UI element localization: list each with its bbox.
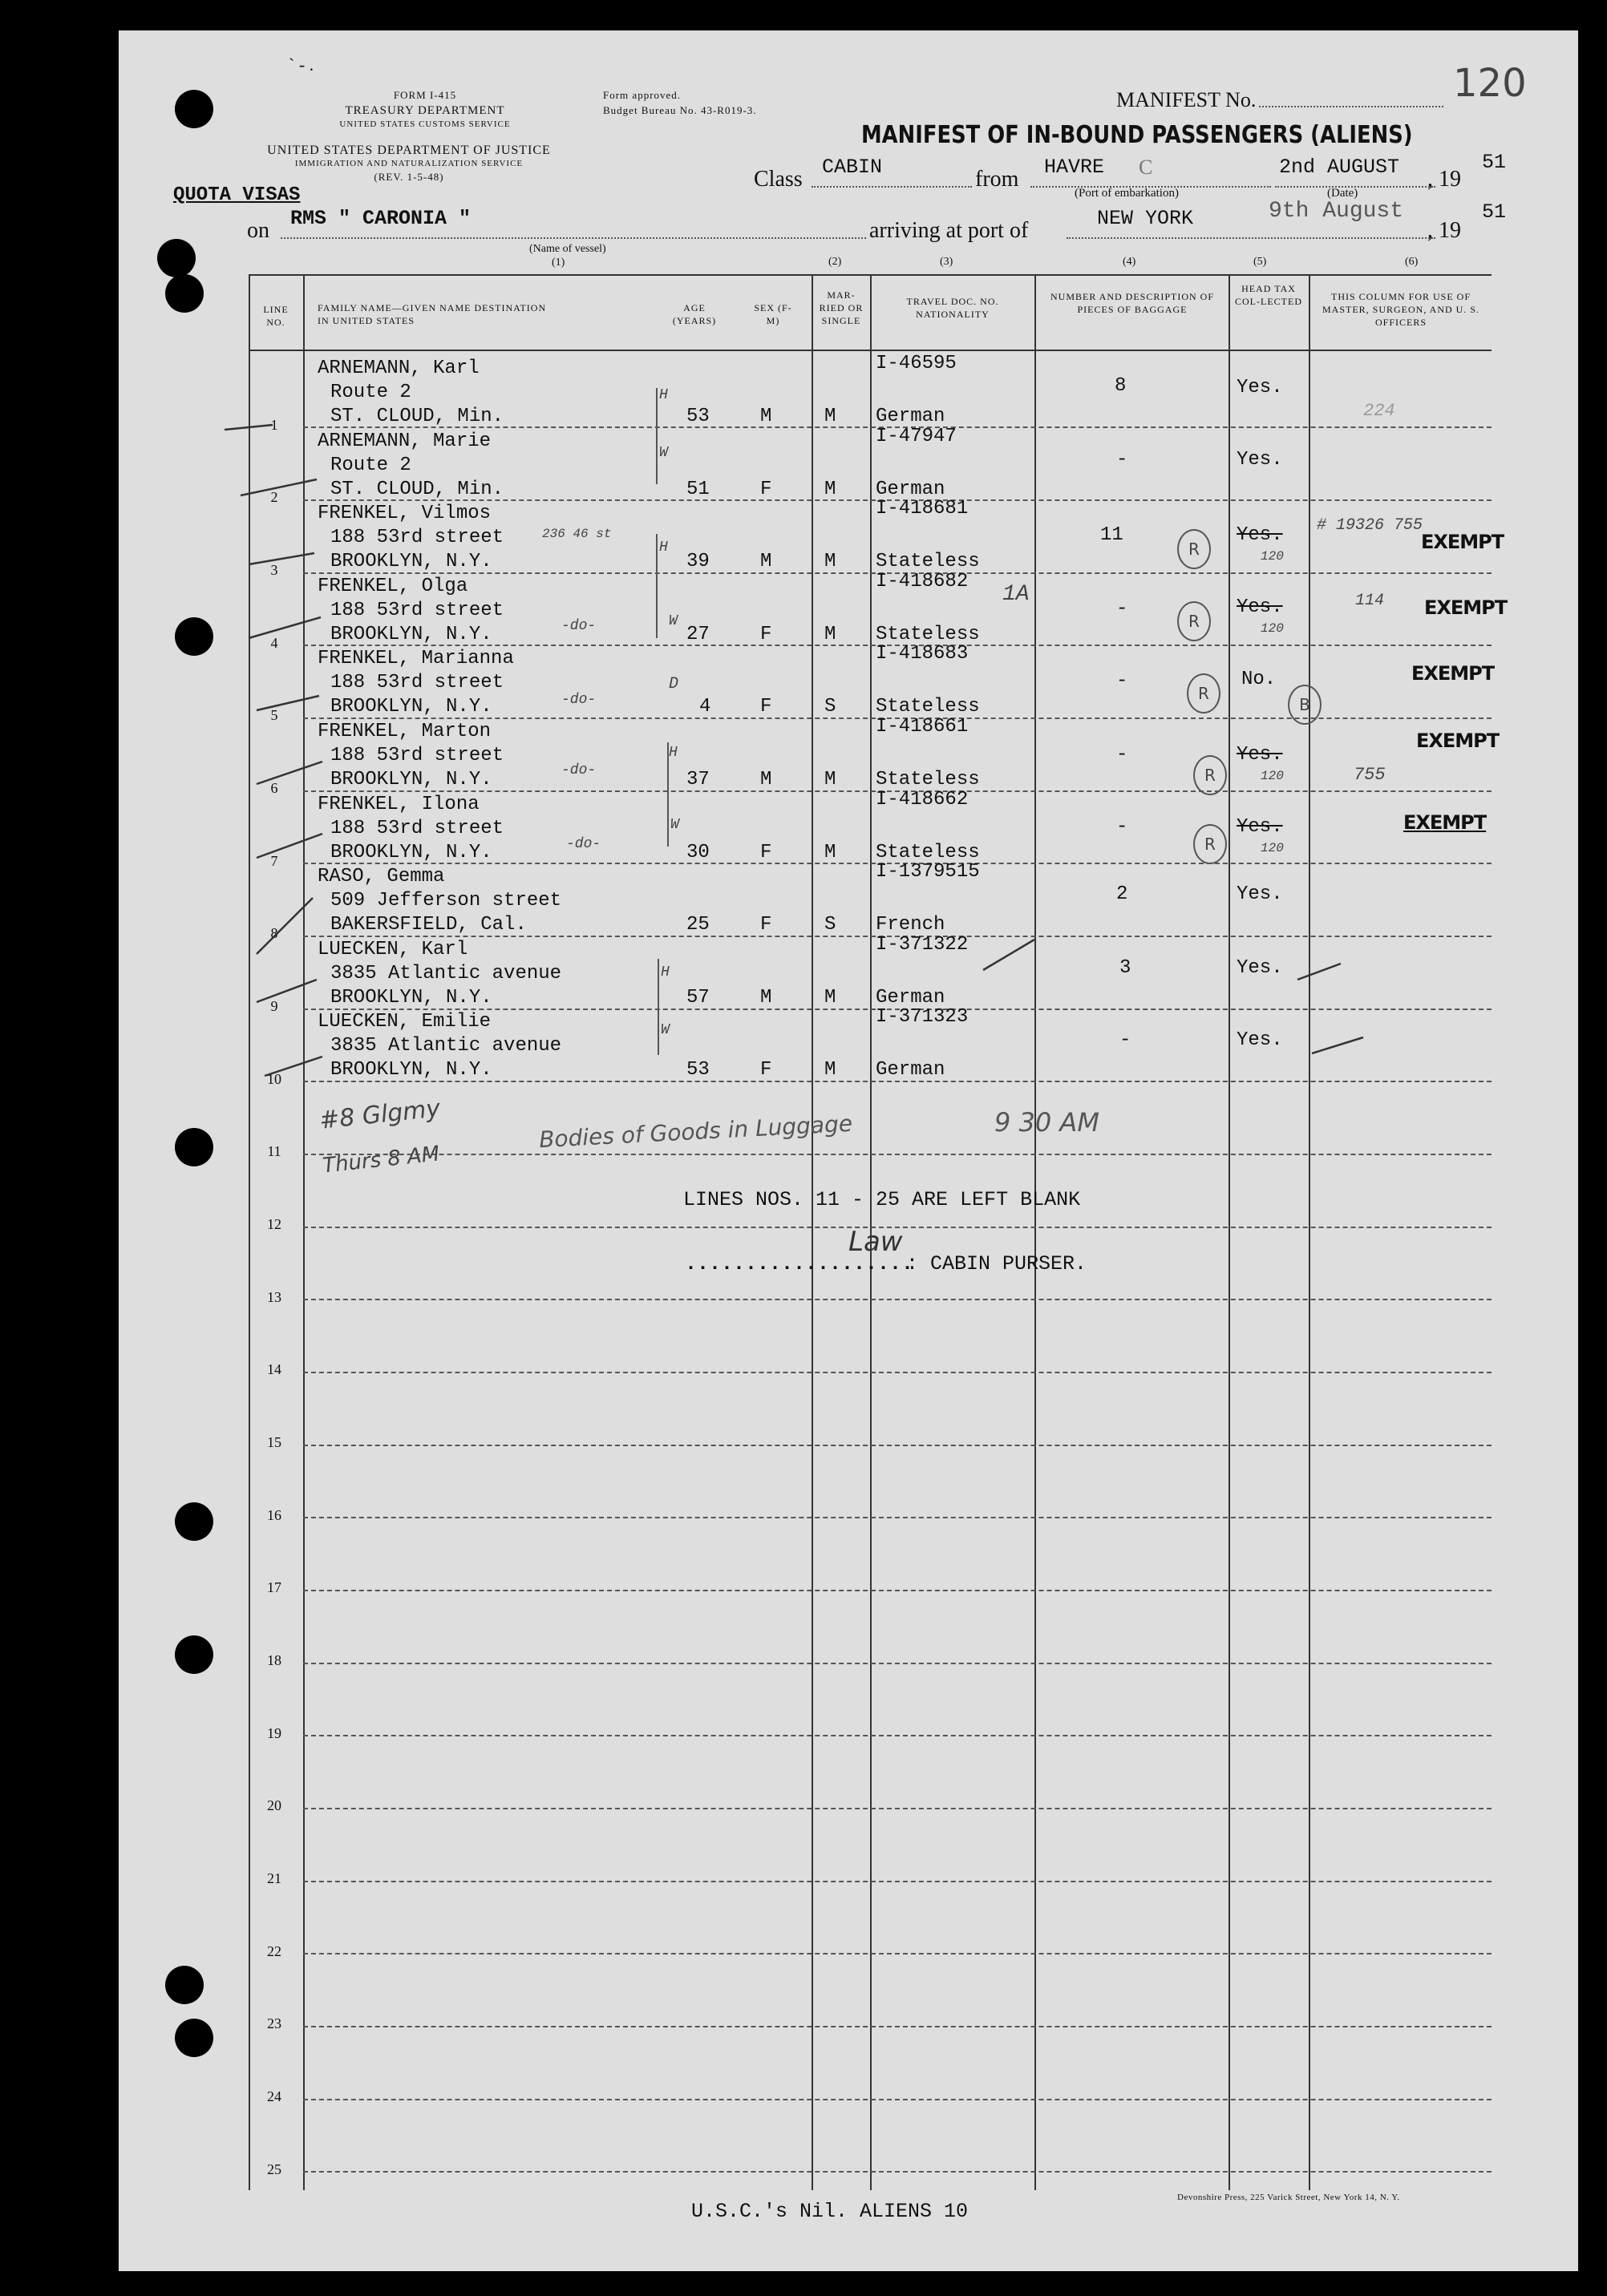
line-number: 17 — [267, 1579, 281, 1595]
passenger-city: BROOKLYN, N.Y. — [330, 1059, 492, 1081]
passenger-baggage: 3 — [1119, 957, 1131, 979]
hw-bracket-line — [658, 959, 659, 1055]
vessel-name: RMS " CARONIA " — [290, 207, 472, 230]
passenger-sex: F — [760, 696, 772, 718]
scan-specks: ` - . — [289, 55, 314, 75]
passenger-city: ST. CLOUD, Min. — [330, 479, 504, 500]
hw-bracket: W — [669, 613, 678, 629]
passenger-address: 188 53rd street — [330, 818, 504, 839]
from-mark: C — [1139, 156, 1153, 179]
line-number: 2 — [270, 489, 278, 505]
passenger-doc: I-418683 — [876, 643, 969, 665]
col-number: (5) — [1253, 256, 1267, 268]
passenger-nationality: French — [876, 914, 945, 936]
arrival-port-field[interactable] — [1067, 237, 1435, 239]
passenger-doc: I-418681 — [876, 498, 969, 519]
line-number: 21 — [267, 1870, 281, 1886]
row-rule — [303, 1590, 1492, 1591]
passenger-sex: F — [760, 914, 772, 936]
binder-hole — [175, 1128, 213, 1166]
line-number: 3 — [270, 562, 278, 578]
line-number: 22 — [267, 1943, 281, 1959]
vessel-caption: (Name of vessel) — [529, 243, 606, 255]
line-number: 24 — [267, 2088, 281, 2104]
passenger-age: 27 — [686, 624, 710, 645]
passenger-age: 25 — [686, 914, 710, 936]
header-travel-doc: TRAVEL DOC. NO. NATIONALITY — [906, 296, 999, 321]
passenger-name: FRENKEL, Marianna — [318, 648, 514, 669]
passenger-address: 3835 Atlantic avenue — [330, 1035, 562, 1057]
passenger-tax: Yes. — [1237, 816, 1283, 838]
hw-circled-r: R — [1177, 601, 1211, 641]
port-embarkation-caption: (Port of embarkation) — [1075, 187, 1179, 200]
passenger-nationality: German — [876, 479, 945, 500]
header-baggage: NUMBER AND DESCRIPTION OF PIECES OF BAGGAGE — [1050, 291, 1215, 316]
arriving-label: arriving at port of — [869, 218, 1029, 243]
purser-dots: ................... — [685, 1252, 914, 1275]
passenger-nationality: Stateless — [876, 696, 980, 718]
passenger-name: FRENKEL, Vilmos — [318, 503, 492, 524]
passenger-nationality: Stateless — [876, 624, 980, 645]
passenger-doc: I-46595 — [876, 353, 957, 374]
line-number: 6 — [270, 780, 278, 796]
hw-bracket-line — [656, 534, 658, 638]
hw-left-note: -do- — [561, 692, 597, 708]
binder-hole — [175, 1502, 213, 1541]
passenger-city: BROOKLYN, N.Y. — [330, 551, 492, 572]
officer-exempt: EXEMPT — [1411, 662, 1495, 685]
passenger-address: 188 53rd street — [330, 600, 504, 621]
from-value: HAVRE — [1044, 156, 1105, 179]
line-number: 10 — [267, 1071, 281, 1087]
line-number: 8 — [270, 925, 278, 941]
passenger-sex: M — [760, 406, 772, 427]
row-rule — [303, 1445, 1492, 1446]
passenger-age: 53 — [686, 406, 710, 427]
year-prefix-dep: , 19 — [1427, 167, 1461, 192]
arrival-port: NEW YORK — [1097, 207, 1194, 230]
passenger-doc: I-371323 — [876, 1006, 969, 1028]
passenger-city: ST. CLOUD, Min. — [330, 406, 504, 427]
line-number: 13 — [267, 1289, 281, 1305]
row-rule — [303, 1881, 1492, 1882]
officer-exempt: EXEMPT — [1416, 730, 1500, 752]
passenger-address: 188 53rd street — [330, 527, 504, 548]
passenger-address: Route 2 — [330, 382, 411, 403]
passenger-address: Route 2 — [330, 455, 411, 476]
arrival-year: 51 — [1482, 200, 1507, 224]
passenger-married: M — [824, 842, 836, 863]
hw-bracket: W — [659, 445, 668, 461]
hw-left-note: -do- — [561, 762, 597, 778]
passenger-married: M — [824, 769, 836, 790]
passenger-doc: I-418662 — [876, 789, 969, 810]
passenger-name: FRENKEL, Marton — [318, 721, 492, 742]
line-number: 9 — [270, 998, 278, 1014]
col-number: (3) — [940, 256, 953, 268]
hw-circled-r: R — [1187, 673, 1220, 713]
officer-exempt: EXEMPT — [1421, 531, 1504, 553]
passenger-city: BAKERSFIELD, Cal. — [330, 914, 527, 936]
hw-bracket: D — [669, 675, 679, 693]
binder-hole — [175, 617, 213, 656]
line-number: 14 — [267, 1361, 281, 1377]
passenger-baggage: - — [1116, 598, 1128, 620]
passenger-nationality: German — [876, 1059, 945, 1081]
hw-bracket: W — [661, 1022, 670, 1038]
line-number: 5 — [270, 707, 278, 723]
hw-circled-b: B — [1288, 685, 1322, 725]
passenger-sex: F — [760, 479, 772, 500]
passenger-sex: F — [760, 624, 772, 645]
col-number: (2) — [828, 256, 842, 268]
ins-service: IMMIGRATION AND NATURALIZATION SERVICE — [294, 159, 524, 168]
header-married: MAR-RIED OR SINGLE — [819, 289, 864, 327]
passenger-tax: Yes. — [1237, 957, 1283, 979]
hw-tax: 120 — [1261, 549, 1284, 564]
class-value: CABIN — [822, 156, 883, 179]
passenger-married: M — [824, 551, 836, 572]
row-rule — [303, 1299, 1492, 1300]
passenger-age: 51 — [686, 479, 710, 500]
hw-left-note: 236 46 st — [542, 527, 612, 541]
passenger-nationality: Stateless — [876, 842, 980, 863]
passenger-baggage: - — [1116, 816, 1128, 838]
departure-year: 51 — [1482, 151, 1507, 174]
row-rule — [303, 1735, 1492, 1736]
col-divider — [812, 274, 813, 2190]
form-approved: Form approved. — [603, 89, 682, 101]
line-number: 15 — [267, 1434, 281, 1450]
row-rule — [303, 2171, 1492, 2173]
hw-note-line11-c: Bodies of Goods in Luggage — [538, 1110, 853, 1154]
passenger-name: FRENKEL, Olga — [318, 576, 468, 597]
passenger-age: 30 — [686, 842, 710, 863]
line-number: 4 — [270, 635, 278, 651]
passenger-doc: I-1379515 — [876, 861, 980, 883]
row-rule — [303, 1663, 1492, 1664]
passenger-baggage: - — [1119, 1029, 1131, 1051]
passenger-sex: F — [760, 842, 772, 863]
passenger-baggage: - — [1116, 449, 1128, 471]
hw-tax: 120 — [1261, 621, 1284, 636]
passenger-baggage: - — [1116, 744, 1128, 766]
passenger-name: ARNEMANN, Marie — [318, 430, 492, 452]
passenger-baggage: 11 — [1100, 524, 1123, 546]
passenger-tax: Yes. — [1237, 524, 1283, 546]
hw-note-line11-b: Thurs 8 AM — [321, 1142, 441, 1178]
lines-left-blank: LINES NOS. 11 - 25 ARE LEFT BLANK — [683, 1188, 1081, 1211]
hw-bracket: H — [659, 387, 668, 403]
col-divider — [303, 274, 305, 2190]
manifest-no-field[interactable] — [1259, 106, 1443, 107]
vessel-colnum: (1) — [552, 257, 565, 269]
hw-left-note: -do- — [561, 618, 597, 634]
line-number: 12 — [267, 1216, 281, 1232]
passenger-sex: M — [760, 987, 772, 1009]
line-number: 20 — [267, 1797, 281, 1813]
passenger-age: 37 — [686, 769, 710, 790]
binder-hole — [157, 239, 196, 277]
header-age: AGE (YEARS) — [672, 302, 717, 327]
passenger-age: 4 — [699, 696, 711, 718]
cabin-purser: : CABIN PURSER. — [906, 1252, 1087, 1275]
line-number: 11 — [267, 1143, 281, 1159]
line-number: 1 — [270, 417, 278, 433]
hw-officer: 755 — [1354, 765, 1386, 785]
quota-visas: QUOTA VISAS — [173, 184, 301, 206]
passenger-name: ARNEMANN, Karl — [318, 358, 480, 379]
header-name: FAMILY NAME—GIVEN NAME DESTINATION IN UNITED STATES — [318, 302, 547, 327]
hw-note-line11-a: #8 Glgmy — [318, 1094, 442, 1135]
passenger-age: 57 — [686, 987, 710, 1009]
passenger-city: BROOKLYN, N.Y. — [330, 842, 492, 863]
passenger-address: 3835 Atlantic avenue — [330, 963, 562, 984]
passenger-nationality: German — [876, 987, 945, 1009]
passenger-address: 188 53rd street — [330, 745, 504, 766]
col-divider — [249, 274, 250, 2190]
passenger-nationality: Stateless — [876, 769, 980, 790]
hw-note-1a: 1A — [1002, 582, 1030, 607]
officer-exempt: EXEMPT — [1403, 811, 1487, 834]
line-number: 18 — [267, 1652, 281, 1668]
hw-circled-r: R — [1177, 529, 1211, 569]
form-number: FORM I-415 — [393, 89, 457, 101]
row-rule — [303, 1081, 1492, 1082]
passenger-married: M — [824, 1059, 836, 1081]
passenger-married: S — [824, 696, 836, 718]
row-rule — [303, 1154, 1492, 1155]
row-rule — [303, 2026, 1492, 2027]
passenger-name: FRENKEL, Ilona — [318, 794, 480, 815]
passenger-name: LUECKEN, Karl — [318, 939, 468, 960]
budget-bureau: Budget Bureau No. 43-R019-3. — [603, 104, 757, 116]
passenger-doc: I-371322 — [876, 934, 969, 956]
hw-bracket: W — [670, 817, 679, 833]
passenger-sex: F — [760, 1059, 772, 1081]
passenger-tax: No. — [1241, 669, 1277, 690]
col-number: (6) — [1405, 256, 1419, 268]
passenger-married: M — [824, 479, 836, 500]
passenger-tax: Yes. — [1237, 744, 1283, 766]
passenger-doc: I-418682 — [876, 571, 969, 592]
passenger-tax: Yes. — [1237, 1029, 1283, 1051]
passenger-city: BROOKLYN, N.Y. — [330, 624, 492, 645]
line-number: 19 — [267, 1725, 281, 1741]
passenger-sex: M — [760, 551, 772, 572]
line-number: 23 — [267, 2015, 281, 2031]
passenger-married: M — [824, 624, 836, 645]
row-rule — [303, 1808, 1492, 1809]
hw-circled-r: R — [1193, 755, 1227, 795]
hw-bracket: H — [659, 540, 668, 556]
passenger-tax: Yes. — [1237, 596, 1283, 618]
passenger-sex: M — [760, 769, 772, 790]
row-rule — [303, 1953, 1492, 1954]
header-line-no: LINE NO. — [263, 304, 289, 329]
passenger-married: M — [824, 987, 836, 1009]
hw-bracket-line — [656, 388, 658, 484]
customs-service: UNITED STATES CUSTOMS SERVICE — [339, 119, 511, 129]
class-label: Class — [754, 167, 803, 192]
arrival-date: 9th August — [1269, 199, 1404, 224]
hw-officer: # 19326 755 — [1317, 516, 1423, 535]
hw-bracket: H — [661, 964, 670, 980]
passenger-city: BROOKLYN, N.Y. — [330, 987, 492, 1009]
passenger-city: BROOKLYN, N.Y. — [330, 696, 492, 718]
passenger-tax: Yes. — [1237, 883, 1283, 905]
passenger-married: S — [824, 914, 836, 936]
departure-date: 2nd AUGUST — [1279, 156, 1400, 179]
passenger-tax: Yes. — [1237, 449, 1283, 471]
passenger-baggage: 2 — [1116, 883, 1128, 905]
from-label: from — [975, 167, 1019, 192]
treasury-dept: TREASURY DEPARTMENT — [345, 104, 505, 117]
footer-printer: Devonshire Press, 225 Varick Street, New York 14, N. Y. — [1177, 2193, 1400, 2202]
hw-bracket: H — [669, 745, 678, 761]
line-number: 25 — [267, 2161, 281, 2177]
passenger-baggage: 8 — [1115, 375, 1127, 397]
hw-tax: 120 — [1261, 769, 1284, 783]
class-field[interactable] — [812, 186, 972, 188]
col-divider — [1309, 274, 1310, 2190]
binder-hole — [175, 1635, 213, 1674]
passenger-baggage: - — [1116, 670, 1128, 692]
binder-hole — [175, 90, 213, 128]
purser-signature: Law — [848, 1226, 903, 1258]
passenger-age: 53 — [686, 1059, 710, 1081]
passenger-address: 509 Jefferson street — [330, 890, 562, 912]
row-rule — [303, 1372, 1492, 1373]
passenger-doc: I-47947 — [876, 426, 957, 447]
on-label: on — [247, 218, 269, 243]
passenger-married: M — [824, 406, 836, 427]
header-head-tax: HEAD TAX COL-LECTED — [1235, 283, 1302, 308]
hw-left-note: -do- — [566, 836, 601, 852]
passenger-city: BROOKLYN, N.Y. — [330, 769, 492, 790]
hw-note-line11-d: 9 30 AM — [994, 1107, 1099, 1138]
date-caption: (Date) — [1327, 187, 1358, 200]
binder-hole — [165, 1966, 204, 2004]
passenger-name: LUECKEN, Emilie — [318, 1011, 492, 1033]
binder-hole — [165, 274, 204, 313]
row-rule — [303, 1517, 1492, 1518]
header-officers: THIS COLUMN FOR USE OF MASTER, SURGEON, AND U. S. OFFICERS — [1322, 291, 1480, 329]
passenger-tax: Yes. — [1237, 377, 1283, 398]
year-prefix-arr: , 19 — [1427, 218, 1461, 243]
passenger-name: RASO, Gemma — [318, 866, 445, 887]
passenger-address: 188 53rd street — [330, 672, 504, 693]
hw-officer: 224 — [1363, 401, 1395, 421]
passenger-nationality: German — [876, 406, 945, 427]
hw-tax: 120 — [1261, 841, 1284, 855]
form-revision: (REV. 1-5-48) — [374, 171, 444, 183]
vessel-field[interactable] — [281, 237, 866, 239]
manifest-no-label: MANIFEST No. — [1116, 88, 1257, 111]
col-divider — [1034, 274, 1036, 2190]
passenger-doc: I-418661 — [876, 716, 969, 738]
row-rule — [303, 2099, 1492, 2100]
hw-circled-r: R — [1193, 824, 1227, 864]
justice-dept: UNITED STATES DEPARTMENT OF JUSTICE — [267, 144, 551, 157]
line-number: 7 — [270, 853, 278, 869]
page-number: 120 — [1453, 61, 1527, 106]
col-divider — [1229, 274, 1230, 2190]
passenger-nationality: Stateless — [876, 551, 980, 572]
officer-exempt: EXEMPT — [1424, 596, 1508, 619]
footer-uscs-aliens: U.S.C.'s Nil. ALIENS 10 — [691, 2200, 969, 2223]
col-number: (4) — [1123, 256, 1136, 268]
passenger-age: 39 — [686, 551, 710, 572]
hw-officer: 114 — [1355, 592, 1385, 610]
line-number: 16 — [267, 1507, 281, 1523]
manifest-title: MANIFEST OF IN-BOUND PASSENGERS (ALIENS) — [861, 121, 1413, 149]
header-sex: SEX (F-M) — [754, 302, 792, 327]
binder-hole — [175, 2019, 213, 2057]
hw-bracket-line — [667, 742, 669, 847]
